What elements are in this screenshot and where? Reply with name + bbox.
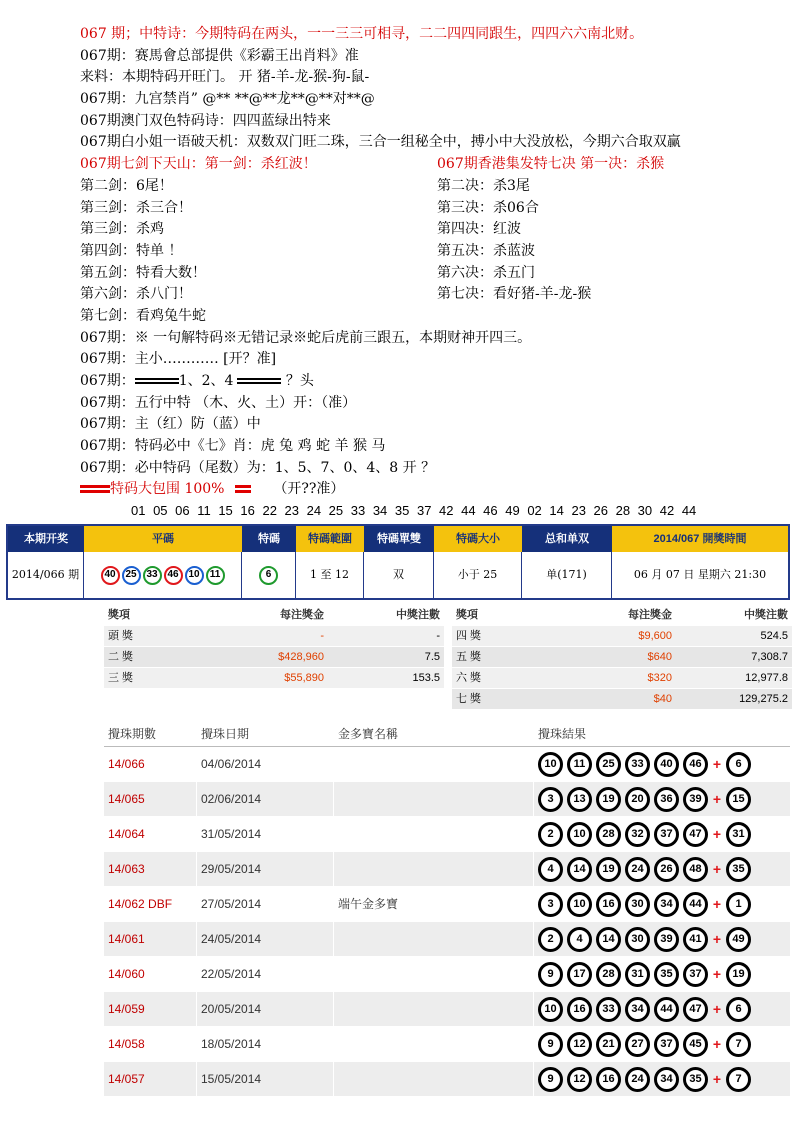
prize-rows: [104, 626, 444, 689]
draw-period[interactable]: 14/063: [108, 862, 145, 876]
number-ball: 10: [538, 752, 563, 777]
header-range: 特碼範圍: [296, 526, 364, 552]
number-ball: 28: [596, 822, 621, 847]
sword-row: [80, 284, 790, 306]
draw-date: 24/05/2014: [196, 922, 333, 956]
jackpot-name: [333, 817, 533, 851]
plus-icon: +: [712, 896, 722, 912]
jackpot-name: [333, 747, 533, 781]
odd-even-cell: 双: [364, 552, 434, 598]
prize-table-left: [104, 604, 444, 689]
text-line: 067期：九宫禁肖” @** **@**龙**@**对**@: [80, 91, 375, 108]
draw-period[interactable]: 14/059: [108, 1002, 145, 1016]
table-row: [104, 747, 790, 782]
draw-result-balls: [533, 887, 790, 921]
draw-result-balls: [533, 817, 790, 851]
sword-item: 第三剑：杀鸡: [80, 221, 164, 238]
sword-row: [80, 198, 790, 220]
draw-result-balls: [533, 957, 790, 991]
sword-item: 第四剑：特单 ！: [80, 242, 183, 259]
draw-date: 04/06/2014: [196, 747, 333, 781]
draw-period[interactable]: 14/058: [108, 1037, 145, 1051]
results-rows: [104, 747, 790, 1097]
prize-row: [452, 647, 792, 668]
sword-item: 第二剑：6尾！: [80, 177, 173, 194]
number-ball: 36: [654, 787, 679, 812]
package-title: 特码大包围 100%: [110, 481, 225, 498]
number-ball: 39: [654, 927, 679, 952]
jue-item: 第三决：杀06合: [437, 199, 539, 216]
number-ball: 35: [654, 962, 679, 987]
prize-name: 三 獎: [108, 672, 134, 684]
sword-title: 067期七剑下天山：第一剑：杀红波！: [80, 156, 317, 173]
number-ball: 31: [625, 962, 650, 987]
plus-icon: +: [712, 966, 722, 982]
number-ball: 17: [567, 962, 592, 987]
number-ball: 47: [683, 997, 708, 1022]
special-number-ball: 7: [726, 1032, 751, 1057]
draw-result-balls: [533, 782, 790, 816]
draw-period[interactable]: 14/065: [108, 792, 145, 806]
sword-item: 第五剑：特看大数！: [80, 264, 206, 281]
prize-row: [104, 626, 444, 647]
text-line: 067期：主（红）防（蓝）中: [80, 416, 261, 433]
jackpot-name: [333, 782, 533, 816]
number-ball: 40: [101, 566, 120, 585]
head-digits: 1、2、4: [178, 373, 234, 389]
sword-row: [80, 241, 790, 263]
text-line: 067期：※ 一句解特码※无错记录※蛇后虎前三跟五，本期财神开四三。: [80, 329, 532, 346]
table-row: [104, 1027, 790, 1062]
number-ball: 37: [654, 822, 679, 847]
number-ball: 46: [683, 752, 708, 777]
draw-period[interactable]: 14/057: [108, 1072, 145, 1086]
head-suffix: ？头: [281, 373, 314, 389]
text-line: 第七剑：看鸡兔牛蛇: [80, 307, 206, 324]
number-ball: 44: [654, 997, 679, 1022]
plus-icon: +: [712, 1036, 722, 1052]
draw-date: 15/05/2014: [196, 1062, 333, 1096]
number-ball: 39: [683, 787, 708, 812]
number-ball: 13: [567, 787, 592, 812]
jackpot-name: [333, 852, 533, 886]
header-period: 攪珠期數: [108, 727, 157, 741]
number-ball: 45: [683, 1032, 708, 1057]
prize-count: 129,275.2: [739, 693, 788, 705]
regular-balls: [84, 552, 242, 598]
draw-result-balls: [533, 1062, 790, 1096]
header-draw-time: 2014/067 開獎時間: [612, 526, 788, 552]
number-ball: 19: [596, 787, 621, 812]
number-ball: 9: [538, 1032, 563, 1057]
number-ball: 9: [538, 1067, 563, 1092]
jackpot-name: [333, 957, 533, 991]
prize-header-name: 獎項: [108, 609, 130, 621]
number-ball: 46: [164, 566, 183, 585]
prize-count: -: [436, 630, 440, 642]
red-bars-icon: [235, 483, 251, 495]
number-ball: 33: [596, 997, 621, 1022]
number-ball: 14: [567, 857, 592, 882]
prediction-text: [80, 24, 790, 501]
range-cell: 1 至 12: [296, 552, 364, 598]
draw-period[interactable]: 14/062 DBF: [108, 897, 173, 911]
number-ball: 48: [683, 857, 708, 882]
number-ball: 14: [596, 927, 621, 952]
text-line: 067期：主小………… [开？准]: [80, 351, 277, 368]
prize-count: 153.5: [412, 672, 440, 684]
special-number-ball: 35: [726, 857, 751, 882]
number-ball: 24: [625, 1067, 650, 1092]
prize-row: [104, 668, 444, 689]
results-header: [104, 722, 790, 747]
size-cell: 小于 25: [434, 552, 522, 598]
draw-period[interactable]: 14/066: [108, 757, 145, 771]
period-cell: 2014/066 期: [8, 552, 84, 598]
header-sum-odd-even: 总和单双: [545, 533, 589, 545]
prize-row: [452, 689, 792, 710]
number-ball: 16: [596, 1067, 621, 1092]
number-ball: 12: [567, 1067, 592, 1092]
header-regular: 平碼: [84, 526, 242, 552]
prize-header: [452, 604, 792, 626]
number-ball: 28: [596, 962, 621, 987]
prize-header-count: 中獎注數: [396, 609, 440, 621]
number-ball: 37: [683, 962, 708, 987]
plus-icon: +: [712, 861, 722, 877]
number-ball: 34: [625, 997, 650, 1022]
draw-result-balls: [533, 922, 790, 956]
special-number-ball: 49: [726, 927, 751, 952]
number-ball: 21: [596, 1032, 621, 1057]
number-ball: 4: [567, 927, 592, 952]
prize-name: 六 獎: [456, 672, 482, 684]
prize-rows: [452, 626, 792, 710]
number-ball: 34: [654, 892, 679, 917]
number-ball: 10: [567, 892, 592, 917]
header-current-draw: 本期开奖: [24, 533, 68, 545]
number-ball: 41: [683, 927, 708, 952]
plus-icon: +: [712, 826, 722, 842]
draw-date: 31/05/2014: [196, 817, 333, 851]
header-odd-even: 特碼單雙: [377, 533, 421, 545]
number-ball: 34: [654, 1067, 679, 1092]
number-ball: 24: [625, 857, 650, 882]
special-number-ball: 19: [726, 962, 751, 987]
number-ball: 16: [567, 997, 592, 1022]
table-row: [104, 922, 790, 957]
number-ball: 33: [625, 752, 650, 777]
special-number-ball: 6: [726, 997, 751, 1022]
table-row: [104, 957, 790, 992]
number-ball: 2: [538, 927, 563, 952]
special-number-ball: 6: [259, 566, 278, 585]
table-row: [104, 782, 790, 817]
number-ball: 25: [596, 752, 621, 777]
head-prefix: 067期：: [80, 373, 135, 389]
summary-row: [8, 552, 788, 598]
jue-title: 067期香港集发特七决 第一决：杀猴: [437, 156, 665, 173]
prize-name: 頭 獎: [108, 630, 134, 642]
prize-count: 12,977.8: [745, 672, 788, 684]
sword-item: 第三剑：杀三合！: [80, 199, 192, 216]
jue-item: 第二决：杀3尾: [437, 177, 530, 194]
draw-period[interactable]: 14/061: [108, 932, 145, 946]
special-number-ball: 6: [726, 752, 751, 777]
number-ball: 27: [625, 1032, 650, 1057]
jue-item: 第七决：看好猪-羊-龙-猴: [437, 286, 592, 303]
number-ball: 3: [538, 892, 563, 917]
draw-summary-table: [6, 524, 790, 600]
table-row: [104, 1062, 790, 1097]
number-ball: 44: [683, 892, 708, 917]
draw-date: 02/06/2014: [196, 782, 333, 816]
jackpot-name: 端午金多寶: [333, 887, 533, 921]
text-line: 067期：赛馬會总部提供《彩霸王出肖料》准: [80, 47, 359, 64]
number-ball: 33: [143, 566, 162, 585]
sword-row: [80, 176, 790, 198]
prize-amount: $40: [653, 693, 672, 705]
draw-result-balls: [533, 747, 790, 781]
text-line: 067期：特码必中《七》肖：虎 兔 鸡 蛇 羊 猴 马: [80, 438, 386, 455]
special-number-ball: 31: [726, 822, 751, 847]
package-numbers: 01 05 06 11 15 16 22 23 24 25 33 34 35 37 42 44 46 49 02 14 23 26 28 30 42 44: [131, 503, 697, 518]
number-ball: 40: [654, 752, 679, 777]
draw-result-balls: [533, 852, 790, 886]
jackpot-name: [333, 922, 533, 956]
bars-icon: [135, 376, 179, 386]
prize-amount: $428,960: [278, 651, 324, 663]
header-special: 特碼: [258, 533, 280, 545]
text-line: 067期：必中特码（尾数）为：1、5、7、0、4、8 开 ？: [80, 459, 436, 476]
jue-item: 第四决：红波: [437, 221, 521, 238]
table-row: [104, 992, 790, 1027]
jackpot-name: [333, 1027, 533, 1061]
plus-icon: +: [712, 1001, 722, 1017]
header-name: 金多寶名稱: [333, 722, 533, 746]
prize-count: 7,308.7: [751, 651, 788, 663]
plus-icon: +: [712, 1071, 722, 1087]
prize-row: [104, 647, 444, 668]
header-result: 攪珠結果: [533, 722, 790, 746]
number-ball: 35: [683, 1067, 708, 1092]
prize-name: 二 獎: [108, 651, 134, 663]
draw-date: 20/05/2014: [196, 992, 333, 1026]
red-bars-icon: [80, 483, 110, 495]
prize-header-name: 獎項: [456, 609, 478, 621]
draw-results-table: [104, 722, 790, 1097]
sum-odd-even-cell: 单(171): [522, 552, 612, 598]
head-line: [80, 371, 790, 393]
jue-item: 第六决：杀五门: [437, 264, 535, 281]
special-number-ball: 15: [726, 787, 751, 812]
bars-icon: [237, 376, 281, 386]
package-note: （开??准）: [273, 481, 345, 498]
package-line: [80, 479, 790, 501]
text-line: 来料：本期特码开旺门。 开 猪-羊-龙-猴-狗-鼠-: [80, 69, 370, 86]
sword-heading: [80, 154, 790, 176]
header-size: 特碼大小: [434, 526, 522, 552]
number-ball: 2: [538, 822, 563, 847]
summary-header: [8, 526, 788, 552]
prize-amount: $320: [647, 672, 672, 684]
draw-time-cell: 06 月 07 日 星期六 21:30: [633, 568, 767, 581]
number-ball: 12: [567, 1032, 592, 1057]
sword-row: [80, 219, 790, 241]
plus-icon: +: [712, 756, 722, 772]
text-line: 067期：五行中特 （木、火、土）开：（准）: [80, 394, 357, 411]
draw-date: 22/05/2014: [196, 957, 333, 991]
draw-date: 27/05/2014: [196, 887, 333, 921]
number-ball: 20: [625, 787, 650, 812]
draw-period[interactable]: 14/064: [108, 827, 145, 841]
draw-date: 18/05/2014: [196, 1027, 333, 1061]
special-number-ball: 1: [726, 892, 751, 917]
plus-icon: +: [712, 791, 722, 807]
sword-row: [80, 263, 790, 285]
prize-header: [104, 604, 444, 626]
number-ball: 47: [683, 822, 708, 847]
sword-item: 第六剑：杀八门！: [80, 286, 192, 303]
number-ball: 9: [538, 962, 563, 987]
prize-count: 7.5: [424, 651, 440, 663]
text-line: 067期澳门双色特码诗：四四蓝绿出特来: [80, 112, 331, 129]
prize-header-count: 中獎注數: [744, 609, 788, 621]
prize-row: [452, 668, 792, 689]
number-ball: 10: [538, 997, 563, 1022]
prize-header-amount: 每注獎金: [280, 609, 324, 621]
prize-amount: -: [320, 630, 324, 642]
number-ball: 16: [596, 892, 621, 917]
number-ball: 32: [625, 822, 650, 847]
table-row: [104, 887, 790, 922]
number-ball: 4: [538, 857, 563, 882]
number-ball: 11: [206, 566, 225, 585]
prize-amount: $55,890: [284, 672, 324, 684]
special-poem: 067 期；中特诗：今期特码在两头，一一三三可相寻，二二四四同跟生，四四六六南北财。: [80, 26, 644, 42]
prize-name: 七 獎: [456, 693, 482, 705]
number-ball: 25: [122, 566, 141, 585]
number-ball: 10: [185, 566, 204, 585]
text-line: 067期白小姐一语破天机：双数双门旺二珠，三合一组秘全中，搏小中大没放松，今期六合取双赢: [80, 134, 681, 151]
number-ball: 3: [538, 787, 563, 812]
draw-result-balls: [533, 1027, 790, 1061]
special-number-ball: 7: [726, 1067, 751, 1092]
prize-amount: $640: [647, 651, 672, 663]
number-ball: 11: [567, 752, 592, 777]
special-ball-cell: [242, 552, 296, 598]
prize-header-amount: 每注獎金: [628, 609, 672, 621]
prize-name: 四 獎: [456, 630, 482, 642]
prize-table-right: [452, 604, 792, 710]
number-ball: 37: [654, 1032, 679, 1057]
jackpot-name: [333, 992, 533, 1026]
header-date: 攪珠日期: [196, 722, 333, 746]
jackpot-name: [333, 1062, 533, 1096]
table-row: [104, 852, 790, 887]
number-ball: 10: [567, 822, 592, 847]
prize-name: 五 獎: [456, 651, 482, 663]
prize-amount: $9,600: [638, 630, 672, 642]
number-ball: 26: [654, 857, 679, 882]
jue-item: 第五决：杀蓝波: [437, 242, 535, 259]
prize-row: [452, 626, 792, 647]
prize-count: 524.5: [760, 630, 788, 642]
plus-icon: +: [712, 931, 722, 947]
draw-result-balls: [533, 992, 790, 1026]
number-ball: 19: [596, 857, 621, 882]
table-row: [104, 817, 790, 852]
draw-period[interactable]: 14/060: [108, 967, 145, 981]
draw-date: 29/05/2014: [196, 852, 333, 886]
number-ball: 30: [625, 927, 650, 952]
number-ball: 30: [625, 892, 650, 917]
